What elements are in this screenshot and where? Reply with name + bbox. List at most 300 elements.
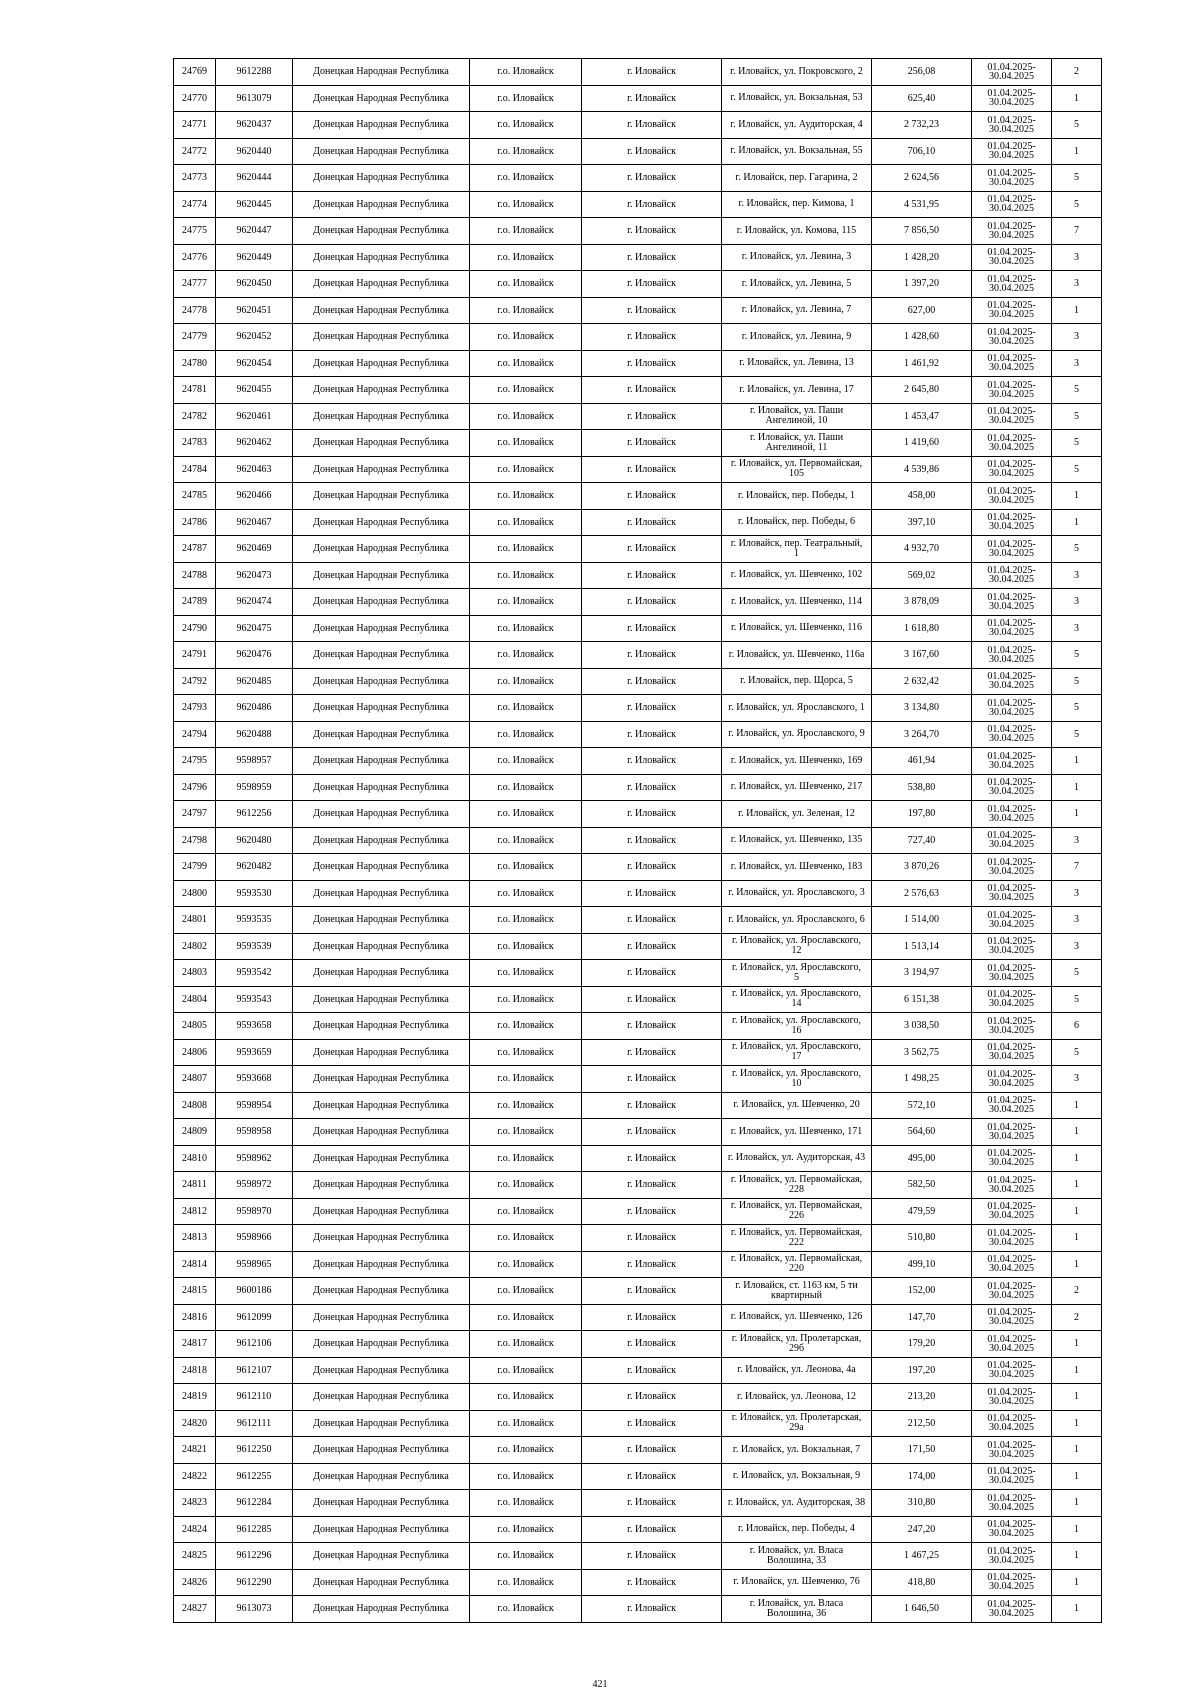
object-code-cell: 9620485 (216, 668, 293, 695)
object-code-cell: 9620437 (216, 112, 293, 139)
object-code-cell: 9598954 (216, 1092, 293, 1119)
count-cell: 5 (1052, 642, 1102, 669)
object-code-cell: 9598958 (216, 1119, 293, 1146)
city-cell: г. Иловайск (582, 1198, 722, 1225)
district-cell: г.о. Иловайск (470, 1331, 582, 1358)
region-cell: Донецкая Народная Республика (293, 1198, 470, 1225)
area-cell: 1 453,47 (872, 403, 972, 430)
row-number-cell: 24815 (174, 1278, 216, 1305)
row-number-cell: 24785 (174, 483, 216, 510)
count-cell: 1 (1052, 1516, 1102, 1543)
address-cell: г. Иловайск, ул. Аудиторская, 38 (722, 1490, 872, 1517)
region-cell: Донецкая Народная Республика (293, 1225, 470, 1252)
district-cell: г.о. Иловайск (470, 350, 582, 377)
area-cell: 1 646,50 (872, 1596, 972, 1623)
area-cell: 727,40 (872, 827, 972, 854)
table-row (174, 615, 1102, 642)
area-cell: 147,70 (872, 1304, 972, 1331)
region-cell: Донецкая Народная Республика (293, 1569, 470, 1596)
object-code-cell: 9620469 (216, 536, 293, 563)
period-cell: 01.04.2025- 30.04.2025 (972, 59, 1052, 86)
district-cell: г.о. Иловайск (470, 721, 582, 748)
city-cell: г. Иловайск (582, 1013, 722, 1040)
count-cell: 2 (1052, 1304, 1102, 1331)
count-cell: 3 (1052, 244, 1102, 271)
table-row (174, 350, 1102, 377)
address-cell: г. Иловайск, ул. Шевченко, 183 (722, 854, 872, 881)
row-number-cell: 24799 (174, 854, 216, 881)
district-cell: г.о. Иловайск (470, 1119, 582, 1146)
area-cell: 174,00 (872, 1463, 972, 1490)
district-cell: г.о. Иловайск (470, 1278, 582, 1305)
period-cell: 01.04.2025- 30.04.2025 (972, 1463, 1052, 1490)
district-cell: г.о. Иловайск (470, 933, 582, 960)
city-cell: г. Иловайск (582, 642, 722, 669)
city-cell: г. Иловайск (582, 1437, 722, 1464)
object-code-cell: 9620451 (216, 297, 293, 324)
count-cell: 3 (1052, 880, 1102, 907)
region-cell: Донецкая Народная Республика (293, 483, 470, 510)
table-row (174, 218, 1102, 245)
table-row (174, 721, 1102, 748)
table-row (174, 1198, 1102, 1225)
period-cell: 01.04.2025- 30.04.2025 (972, 165, 1052, 192)
table-row (174, 1357, 1102, 1384)
row-number-cell: 24817 (174, 1331, 216, 1358)
area-cell: 397,10 (872, 509, 972, 536)
count-cell: 1 (1052, 1569, 1102, 1596)
period-cell: 01.04.2025- 30.04.2025 (972, 377, 1052, 404)
district-cell: г.о. Иловайск (470, 1437, 582, 1464)
region-cell: Донецкая Народная Республика (293, 562, 470, 589)
address-cell: г. Иловайск, ул. Покровского, 2 (722, 59, 872, 86)
address-cell: г. Иловайск, ул. Левина, 17 (722, 377, 872, 404)
object-code-cell: 9593668 (216, 1066, 293, 1093)
table-row (174, 1304, 1102, 1331)
city-cell: г. Иловайск (582, 827, 722, 854)
table-row (174, 1596, 1102, 1623)
address-cell: г. Иловайск, ул. Шевченко, 169 (722, 748, 872, 775)
table-row (174, 933, 1102, 960)
row-number-cell: 24810 (174, 1145, 216, 1172)
district-cell: г.о. Иловайск (470, 642, 582, 669)
region-cell: Донецкая Народная Республика (293, 165, 470, 192)
object-code-cell: 9598970 (216, 1198, 293, 1225)
address-cell: г. Иловайск, ул. Пролетарская, 29б (722, 1331, 872, 1358)
address-cell: г. Иловайск, ул. Власа Волошина, 36 (722, 1596, 872, 1623)
object-code-cell: 9613073 (216, 1596, 293, 1623)
period-cell: 01.04.2025- 30.04.2025 (972, 1278, 1052, 1305)
table-row (174, 668, 1102, 695)
address-cell: г. Иловайск, пер. Победы, 6 (722, 509, 872, 536)
city-cell: г. Иловайск (582, 960, 722, 987)
table-row (174, 165, 1102, 192)
district-cell: г.о. Иловайск (470, 827, 582, 854)
address-cell: г. Иловайск, ул. Комова, 115 (722, 218, 872, 245)
count-cell: 1 (1052, 297, 1102, 324)
count-cell: 1 (1052, 774, 1102, 801)
period-cell: 01.04.2025- 30.04.2025 (972, 1092, 1052, 1119)
count-cell: 1 (1052, 1251, 1102, 1278)
object-code-cell: 9593658 (216, 1013, 293, 1040)
row-number-cell: 24824 (174, 1516, 216, 1543)
address-cell: г. Иловайск, ул. Зеленая, 12 (722, 801, 872, 828)
address-cell: г. Иловайск, ул. Левина, 13 (722, 350, 872, 377)
period-cell: 01.04.2025- 30.04.2025 (972, 695, 1052, 722)
count-cell: 1 (1052, 1596, 1102, 1623)
region-cell: Донецкая Народная Республика (293, 1039, 470, 1066)
period-cell: 01.04.2025- 30.04.2025 (972, 1543, 1052, 1570)
object-code-cell: 9593539 (216, 933, 293, 960)
region-cell: Донецкая Народная Республика (293, 218, 470, 245)
period-cell: 01.04.2025- 30.04.2025 (972, 1384, 1052, 1411)
region-cell: Донецкая Народная Республика (293, 695, 470, 722)
address-cell: г. Иловайск, ул. Шевченко, 116а (722, 642, 872, 669)
table-row (174, 774, 1102, 801)
count-cell: 1 (1052, 1331, 1102, 1358)
period-cell: 01.04.2025- 30.04.2025 (972, 456, 1052, 483)
table-row (174, 430, 1102, 457)
address-cell: г. Иловайск, ул. Шевченко, 217 (722, 774, 872, 801)
address-cell: г. Иловайск, ул. Шевченко, 135 (722, 827, 872, 854)
region-cell: Донецкая Народная Республика (293, 244, 470, 271)
city-cell: г. Иловайск (582, 403, 722, 430)
district-cell: г.о. Иловайск (470, 297, 582, 324)
area-cell: 1 618,80 (872, 615, 972, 642)
address-cell: г. Иловайск, пер. Кимова, 1 (722, 191, 872, 218)
object-code-cell: 9620455 (216, 377, 293, 404)
row-number-cell: 24823 (174, 1490, 216, 1517)
area-cell: 3 134,80 (872, 695, 972, 722)
count-cell: 3 (1052, 271, 1102, 298)
object-code-cell: 9620447 (216, 218, 293, 245)
period-cell: 01.04.2025- 30.04.2025 (972, 112, 1052, 139)
city-cell: г. Иловайск (582, 536, 722, 563)
address-cell: г. Иловайск, ул. Ярославского, 16 (722, 1013, 872, 1040)
count-cell: 1 (1052, 1092, 1102, 1119)
city-cell: г. Иловайск (582, 377, 722, 404)
area-cell: 310,80 (872, 1490, 972, 1517)
period-cell: 01.04.2025- 30.04.2025 (972, 85, 1052, 112)
region-cell: Донецкая Народная Республика (293, 350, 470, 377)
object-code-cell: 9593543 (216, 986, 293, 1013)
city-cell: г. Иловайск (582, 483, 722, 510)
table-row (174, 986, 1102, 1013)
district-cell: г.о. Иловайск (470, 536, 582, 563)
region-cell: Донецкая Народная Республика (293, 880, 470, 907)
city-cell: г. Иловайск (582, 1490, 722, 1517)
area-cell: 564,60 (872, 1119, 972, 1146)
table-row (174, 1039, 1102, 1066)
object-code-cell: 9620475 (216, 615, 293, 642)
period-cell: 01.04.2025- 30.04.2025 (972, 933, 1052, 960)
count-cell: 3 (1052, 1066, 1102, 1093)
table-row (174, 642, 1102, 669)
table-row (174, 536, 1102, 563)
count-cell: 7 (1052, 218, 1102, 245)
city-cell: г. Иловайск (582, 721, 722, 748)
area-cell: 510,80 (872, 1225, 972, 1252)
period-cell: 01.04.2025- 30.04.2025 (972, 589, 1052, 616)
table-row (174, 1463, 1102, 1490)
period-cell: 01.04.2025- 30.04.2025 (972, 668, 1052, 695)
object-code-cell: 9612288 (216, 59, 293, 86)
district-cell: г.о. Иловайск (470, 854, 582, 881)
region-cell: Донецкая Народная Республика (293, 112, 470, 139)
object-code-cell: 9620480 (216, 827, 293, 854)
district-cell: г.о. Иловайск (470, 1357, 582, 1384)
city-cell: г. Иловайск (582, 324, 722, 351)
region-cell: Донецкая Народная Республика (293, 1490, 470, 1517)
period-cell: 01.04.2025- 30.04.2025 (972, 986, 1052, 1013)
count-cell: 5 (1052, 960, 1102, 987)
city-cell: г. Иловайск (582, 1410, 722, 1437)
city-cell: г. Иловайск (582, 695, 722, 722)
address-cell: г. Иловайск, ул. Ярославского, 17 (722, 1039, 872, 1066)
address-cell: г. Иловайск, ул. Шевченко, 171 (722, 1119, 872, 1146)
table-row (174, 483, 1102, 510)
row-number-cell: 24820 (174, 1410, 216, 1437)
district-cell: г.о. Иловайск (470, 801, 582, 828)
count-cell: 1 (1052, 1172, 1102, 1199)
count-cell: 1 (1052, 1198, 1102, 1225)
address-cell: г. Иловайск, ул. Ярославского, 1 (722, 695, 872, 722)
area-cell: 213,20 (872, 1384, 972, 1411)
period-cell: 01.04.2025- 30.04.2025 (972, 324, 1052, 351)
row-number-cell: 24808 (174, 1092, 216, 1119)
table-row (174, 1331, 1102, 1358)
object-code-cell: 9620488 (216, 721, 293, 748)
period-cell: 01.04.2025- 30.04.2025 (972, 1490, 1052, 1517)
period-cell: 01.04.2025- 30.04.2025 (972, 1172, 1052, 1199)
area-cell: 479,59 (872, 1198, 972, 1225)
row-number-cell: 24806 (174, 1039, 216, 1066)
district-cell: г.о. Иловайск (470, 377, 582, 404)
period-cell: 01.04.2025- 30.04.2025 (972, 1437, 1052, 1464)
city-cell: г. Иловайск (582, 1145, 722, 1172)
count-cell: 3 (1052, 350, 1102, 377)
period-cell: 01.04.2025- 30.04.2025 (972, 1357, 1052, 1384)
row-number-cell: 24769 (174, 59, 216, 86)
row-number-cell: 24779 (174, 324, 216, 351)
table-row (174, 1278, 1102, 1305)
count-cell: 1 (1052, 138, 1102, 165)
count-cell: 1 (1052, 509, 1102, 536)
count-cell: 1 (1052, 85, 1102, 112)
table-row (174, 1437, 1102, 1464)
area-cell: 706,10 (872, 138, 972, 165)
district-cell: г.о. Иловайск (470, 1490, 582, 1517)
region-cell: Донецкая Народная Республика (293, 138, 470, 165)
object-code-cell: 9612106 (216, 1331, 293, 1358)
area-cell: 2 732,23 (872, 112, 972, 139)
table-row (174, 695, 1102, 722)
row-number-cell: 24796 (174, 774, 216, 801)
district-cell: г.о. Иловайск (470, 324, 582, 351)
row-number-cell: 24778 (174, 297, 216, 324)
row-number-cell: 24797 (174, 801, 216, 828)
table-body (174, 59, 1102, 1623)
region-cell: Донецкая Народная Республика (293, 827, 470, 854)
object-code-cell: 9620444 (216, 165, 293, 192)
object-code-cell: 9620461 (216, 403, 293, 430)
region-cell: Донецкая Народная Республика (293, 801, 470, 828)
row-number-cell: 24821 (174, 1437, 216, 1464)
region-cell: Донецкая Народная Республика (293, 430, 470, 457)
area-cell: 6 151,38 (872, 986, 972, 1013)
city-cell: г. Иловайск (582, 907, 722, 934)
object-code-cell: 9600186 (216, 1278, 293, 1305)
row-number-cell: 24780 (174, 350, 216, 377)
area-cell: 1 513,14 (872, 933, 972, 960)
city-cell: г. Иловайск (582, 1278, 722, 1305)
district-cell: г.о. Иловайск (470, 1225, 582, 1252)
period-cell: 01.04.2025- 30.04.2025 (972, 1066, 1052, 1093)
area-cell: 3 562,75 (872, 1039, 972, 1066)
address-cell: г. Иловайск, ул. Паши Ангелиной, 11 (722, 430, 872, 457)
district-cell: г.о. Иловайск (470, 695, 582, 722)
region-cell: Донецкая Народная Республика (293, 1145, 470, 1172)
count-cell: 1 (1052, 1357, 1102, 1384)
count-cell: 3 (1052, 827, 1102, 854)
row-number-cell: 24803 (174, 960, 216, 987)
area-cell: 197,80 (872, 801, 972, 828)
area-cell: 4 539,86 (872, 456, 972, 483)
address-cell: г. Иловайск, ул. Ярославского, 14 (722, 986, 872, 1013)
row-number-cell: 24804 (174, 986, 216, 1013)
count-cell: 5 (1052, 377, 1102, 404)
count-cell: 5 (1052, 668, 1102, 695)
period-cell: 01.04.2025- 30.04.2025 (972, 1013, 1052, 1040)
region-cell: Донецкая Народная Республика (293, 1013, 470, 1040)
region-cell: Донецкая Народная Республика (293, 377, 470, 404)
count-cell: 5 (1052, 191, 1102, 218)
period-cell: 01.04.2025- 30.04.2025 (972, 1251, 1052, 1278)
address-cell: г. Иловайск, ул. Аудиторская, 43 (722, 1145, 872, 1172)
table-row (174, 297, 1102, 324)
address-cell: г. Иловайск, ул. Первомайская, 105 (722, 456, 872, 483)
district-cell: г.о. Иловайск (470, 880, 582, 907)
city-cell: г. Иловайск (582, 1463, 722, 1490)
count-cell: 1 (1052, 1410, 1102, 1437)
count-cell: 3 (1052, 907, 1102, 934)
area-cell: 1 397,20 (872, 271, 972, 298)
row-number-cell: 24801 (174, 907, 216, 934)
district-cell: г.о. Иловайск (470, 271, 582, 298)
table-row (174, 748, 1102, 775)
district-cell: г.о. Иловайск (470, 85, 582, 112)
count-cell: 1 (1052, 801, 1102, 828)
count-cell: 1 (1052, 1437, 1102, 1464)
row-number-cell: 24772 (174, 138, 216, 165)
object-code-cell: 9612107 (216, 1357, 293, 1384)
area-cell: 2 645,80 (872, 377, 972, 404)
area-cell: 1 498,25 (872, 1066, 972, 1093)
area-cell: 461,94 (872, 748, 972, 775)
table-row (174, 1119, 1102, 1146)
count-cell: 1 (1052, 1384, 1102, 1411)
count-cell: 1 (1052, 1490, 1102, 1517)
table-row (174, 1490, 1102, 1517)
period-cell: 01.04.2025- 30.04.2025 (972, 191, 1052, 218)
period-cell: 01.04.2025- 30.04.2025 (972, 907, 1052, 934)
count-cell: 1 (1052, 748, 1102, 775)
area-cell: 572,10 (872, 1092, 972, 1119)
city-cell: г. Иловайск (582, 112, 722, 139)
area-cell: 4 932,70 (872, 536, 972, 563)
city-cell: г. Иловайск (582, 350, 722, 377)
city-cell: г. Иловайск (582, 59, 722, 86)
district-cell: г.о. Иловайск (470, 1569, 582, 1596)
city-cell: г. Иловайск (582, 933, 722, 960)
row-number-cell: 24773 (174, 165, 216, 192)
count-cell: 5 (1052, 430, 1102, 457)
row-number-cell: 24781 (174, 377, 216, 404)
city-cell: г. Иловайск (582, 297, 722, 324)
area-cell: 2 632,42 (872, 668, 972, 695)
row-number-cell: 24790 (174, 615, 216, 642)
district-cell: г.о. Иловайск (470, 1596, 582, 1623)
area-cell: 1 461,92 (872, 350, 972, 377)
period-cell: 01.04.2025- 30.04.2025 (972, 1145, 1052, 1172)
district-cell: г.о. Иловайск (470, 191, 582, 218)
count-cell: 2 (1052, 1278, 1102, 1305)
row-number-cell: 24822 (174, 1463, 216, 1490)
address-cell: г. Иловайск, ул. Пролетарская, 29а (722, 1410, 872, 1437)
period-cell: 01.04.2025- 30.04.2025 (972, 1225, 1052, 1252)
address-cell: г. Иловайск, ул. Ярославского, 12 (722, 933, 872, 960)
city-cell: г. Иловайск (582, 615, 722, 642)
area-cell: 569,02 (872, 562, 972, 589)
address-cell: г. Иловайск, ул. Вокзальная, 7 (722, 1437, 872, 1464)
table-row (174, 1384, 1102, 1411)
city-cell: г. Иловайск (582, 1516, 722, 1543)
address-cell: г. Иловайск, ул. Ярославского, 9 (722, 721, 872, 748)
object-code-cell: 9612099 (216, 1304, 293, 1331)
row-number-cell: 24788 (174, 562, 216, 589)
period-cell: 01.04.2025- 30.04.2025 (972, 509, 1052, 536)
object-code-cell: 9620445 (216, 191, 293, 218)
object-code-cell: 9620473 (216, 562, 293, 589)
district-cell: г.о. Иловайск (470, 615, 582, 642)
table-row (174, 1569, 1102, 1596)
table-row (174, 244, 1102, 271)
period-cell: 01.04.2025- 30.04.2025 (972, 1410, 1052, 1437)
region-cell: Донецкая Народная Республика (293, 986, 470, 1013)
row-number-cell: 24794 (174, 721, 216, 748)
region-cell: Донецкая Народная Республика (293, 509, 470, 536)
region-cell: Донецкая Народная Республика (293, 1357, 470, 1384)
object-code-cell: 9598957 (216, 748, 293, 775)
city-cell: г. Иловайск (582, 456, 722, 483)
row-number-cell: 24802 (174, 933, 216, 960)
district-cell: г.о. Иловайск (470, 112, 582, 139)
row-number-cell: 24771 (174, 112, 216, 139)
table-row (174, 112, 1102, 139)
address-cell: г. Иловайск, ул. Ярославского, 6 (722, 907, 872, 934)
city-cell: г. Иловайск (582, 1066, 722, 1093)
row-number-cell: 24809 (174, 1119, 216, 1146)
area-cell: 3 038,50 (872, 1013, 972, 1040)
address-cell: г. Иловайск, пер. Гагарина, 2 (722, 165, 872, 192)
address-cell: г. Иловайск, ул. Шевченко, 114 (722, 589, 872, 616)
city-cell: г. Иловайск (582, 1119, 722, 1146)
period-cell: 01.04.2025- 30.04.2025 (972, 562, 1052, 589)
address-cell: г. Иловайск, ул. Первомайская, 222 (722, 1225, 872, 1252)
period-cell: 01.04.2025- 30.04.2025 (972, 1039, 1052, 1066)
region-cell: Донецкая Народная Республика (293, 403, 470, 430)
district-cell: г.о. Иловайск (470, 1516, 582, 1543)
